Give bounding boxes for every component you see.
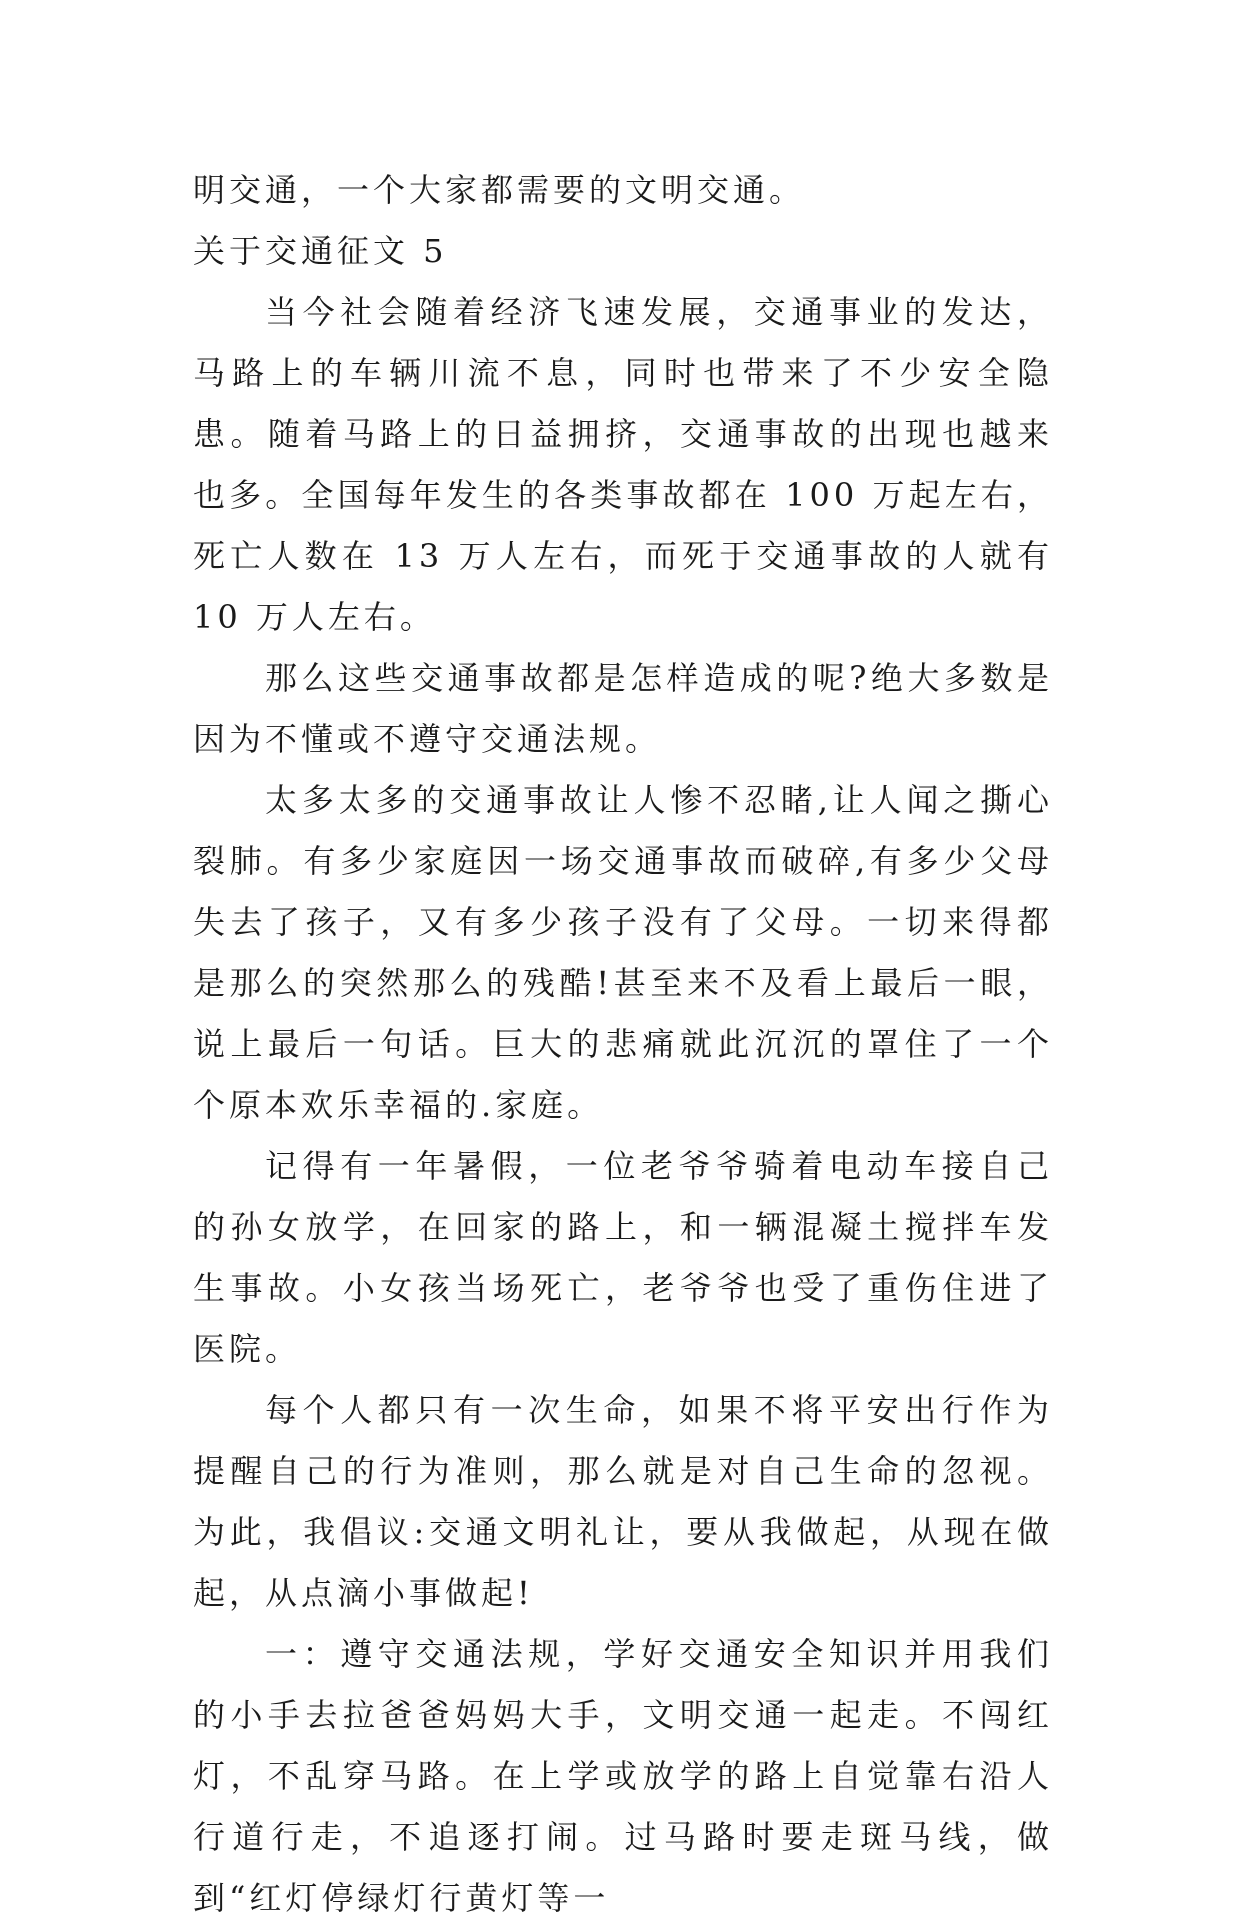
paragraph: 当今社会随着经济飞速发展，交通事业的发达，马路上的车辆川流不息，同时也带来了不少安全隐患。随着马路上的日益拥挤，交通事故的出现也越来也多。全国每年发生的各类事故都在 100 万起左右，死亡人数在 13 万人左右，而死于交通事故的人就有 10 万人左右。 xyxy=(193,293,1053,636)
paragraph: 每个人都只有一次生命，如果不将平安出行作为提醒自己的行为准则，那么就是对自己生命的忽视。为此，我倡议:交通文明礼让，要从我做起，从现在做起，从点滴小事做起! xyxy=(193,1391,1053,1612)
paragraph: 一：遵守交通法规，学好交通安全知识并用我们的小手去拉爸爸妈妈大手，文明交通一起走。不闯红灯，不乱穿马路。在上学或放学的路上自觉靠右沿人行道行走，不追逐打闹。过马路时要走斑马线，做到“红灯停绿灯行黄灯等一 xyxy=(193,1635,1053,1917)
paragraph: 那么这些交通事故都是怎样造成的呢?绝大多数是因为不懂或不遵守交通法规。 xyxy=(193,659,1053,758)
lead-line: 明交通，一个大家都需要的文明交通。 xyxy=(193,171,806,209)
document-page xyxy=(193,160,1053,1929)
paragraph: 记得有一年暑假，一位老爷爷骑着电动车接自己的孙女放学，在回家的路上，和一辆混凝土搅拌车发生事故。小女孩当场死亡，老爷爷也受了重伤住进了医院。 xyxy=(193,1147,1053,1368)
section-title: 关于交通征文 5 xyxy=(193,232,448,270)
paragraph: 太多太多的交通事故让人惨不忍睹,让人闻之撕心裂肺。有多少家庭因一场交通事故而破碎,有多少父母失去了孩子，又有多少孩子没有了父母。一切来得都是那么的突然那么的残酷!甚至来不及看上最后一眼，说上最后一句话。巨大的悲痛就此沉沉的罩住了一个个原本欢乐幸福的.家庭。 xyxy=(193,781,1053,1124)
